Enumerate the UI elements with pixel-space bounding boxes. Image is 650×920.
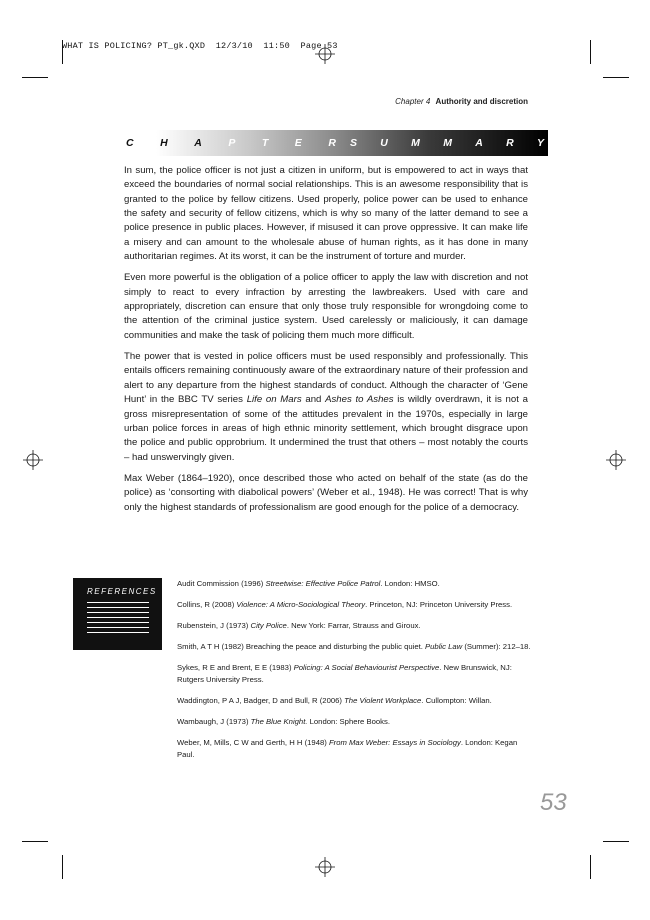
chapter-label: Chapter [395,97,424,106]
reference-entry: Rubenstein, J (1973) City Police. New York: Farrar, Strauss and Giroux. [177,621,421,630]
banner-letter: R [506,137,514,149]
chapter-number: 4 [425,97,431,106]
summary-paragraph: Max Weber (1864–1920), once described those who acted on behalf of the state (as do the police) as ‘consorting with diabolical powers’ (Weber et al., 1948). He was correct! That is why only the highest standards of professionalism are good enough for the police of a democracy. [124,472,528,513]
running-head [395,97,528,106]
decorative-rule [87,632,149,633]
chapter-summary-banner [122,130,548,156]
banner-letter: C [126,137,134,149]
crop-mark [22,77,48,78]
registration-mark-icon [315,857,335,877]
chapter-summary-text [124,164,528,522]
references-label: REFERENCES [87,587,157,596]
reference-entry: Sykes, R E and Brent, E E (1983) Policing: A Social Behaviourist Perspective. New Brunswick, NJ: Rutgers University Press. [177,663,512,684]
references-list [177,578,533,770]
banner-letter: H [160,137,168,149]
banner-letter: T [261,137,269,149]
summary-paragraph: In sum, the police officer is not just a citizen in uniform, but is empowered to act in ways that exceed the boundaries of normal social relationships. This is an awesome responsibility that is granted to the police by fellow citizens. Used properly, police power can be used to enhance the safety and security of fellow citizens, which is why so many of the latter demand to see a police presence in public places. However, if misused it can prove oppressive. It can make life a misery and can amount to the wholesale abuse of human rights, as it has done in many authoritarian regimes. At its worst, it can be the instrument of torture and murder. [124,165,528,263]
reference-entry: Smith, A T H (1982) Breaching the peace and disturbing the public quiet. Public Law (Summer): 212–18. [177,642,531,651]
banner-letter: A [475,137,483,149]
crop-mark [590,855,591,879]
reference-entry: Collins, R (2008) Violence: A Micro-Sociological Theory. Princeton, NJ: Princeton University Press. [177,600,513,609]
tv-series-title: Life on Mars [246,394,302,406]
reference-entry: Weber, M, Mills, C W and Gerth, H H (1948) From Max Weber: Essays in Sociology. London: Kegan Paul. [177,738,518,759]
reference-entry: Waddington, P A J, Badger, D and Bull, R (2006) The Violent Workplace. Cullompton: Willan. [177,696,492,705]
decorative-rule [87,622,149,623]
banner-letter: M [443,137,452,149]
decorative-rule [87,617,149,618]
references-box [73,578,162,650]
decorative-rule [87,627,149,628]
banner-letter: M [411,137,420,149]
banner-letter: P [228,137,236,149]
crop-mark [603,77,629,78]
page-number: 53 [540,789,567,816]
banner-word-chapter [126,137,336,149]
decorative-rule [87,607,149,608]
banner-letter: A [194,137,202,149]
decorative-rule [87,602,149,603]
banner-letter: Y [536,137,544,149]
print-slug: WHAT IS POLICING? PT_gk.QXD 12/3/10 11:50 Page 53 [62,41,338,51]
crop-mark [22,841,48,842]
crop-mark [590,40,591,64]
chapter-title: Authority and discretion [435,97,528,106]
banner-word-summary [350,137,544,149]
banner-letter: U [380,137,388,149]
crop-mark [603,841,629,842]
crop-mark [62,855,63,879]
registration-mark-icon [606,450,626,470]
reference-entry: Audit Commission (1996) Streetwise: Effective Police Patrol. London: HMSO. [177,579,440,588]
reference-entry: Wambaugh, J (1973) The Blue Knight. London: Sphere Books. [177,717,390,726]
banner-letter: E [294,137,302,149]
summary-paragraph: Even more powerful is the obligation of a police officer to apply the law with discretion and not simply to react to every infraction by arresting the lawbreakers. Used with care and appropriately, discretion can ensure that only those truly responsible for wrongdoing come to the attention of the criminal justice system. Used carelessly or maliciously, it can damage communities and make the task of policing them much more difficult. [124,272,528,341]
decorative-rule [87,612,149,613]
banner-letter: R [328,137,336,149]
banner-letter: S [350,137,358,149]
registration-mark-icon [23,450,43,470]
summary-paragraph: The power that is vested in police officers must be used responsibly and professionally. This entails officers remaining continuously aware of the extraordinary nature of their profession and alert to any departure from the highest standards of conduct. Although the character of ‘Gene Hunt’ in the BBC TV series Life on Mars and Ashes to Ashes is wildly overdrawn, it is not a gross misrepresentation of some of the attitudes prevalent in the 1970s, especially in large urban police forces in areas of high ethnic minority settlement, which brought disgrace upon the police and public opprobrium. It undermined the trust that others – most notably the courts – had unswervingly given. [124,351,528,463]
tv-series-title: Ashes to Ashes [325,394,394,406]
